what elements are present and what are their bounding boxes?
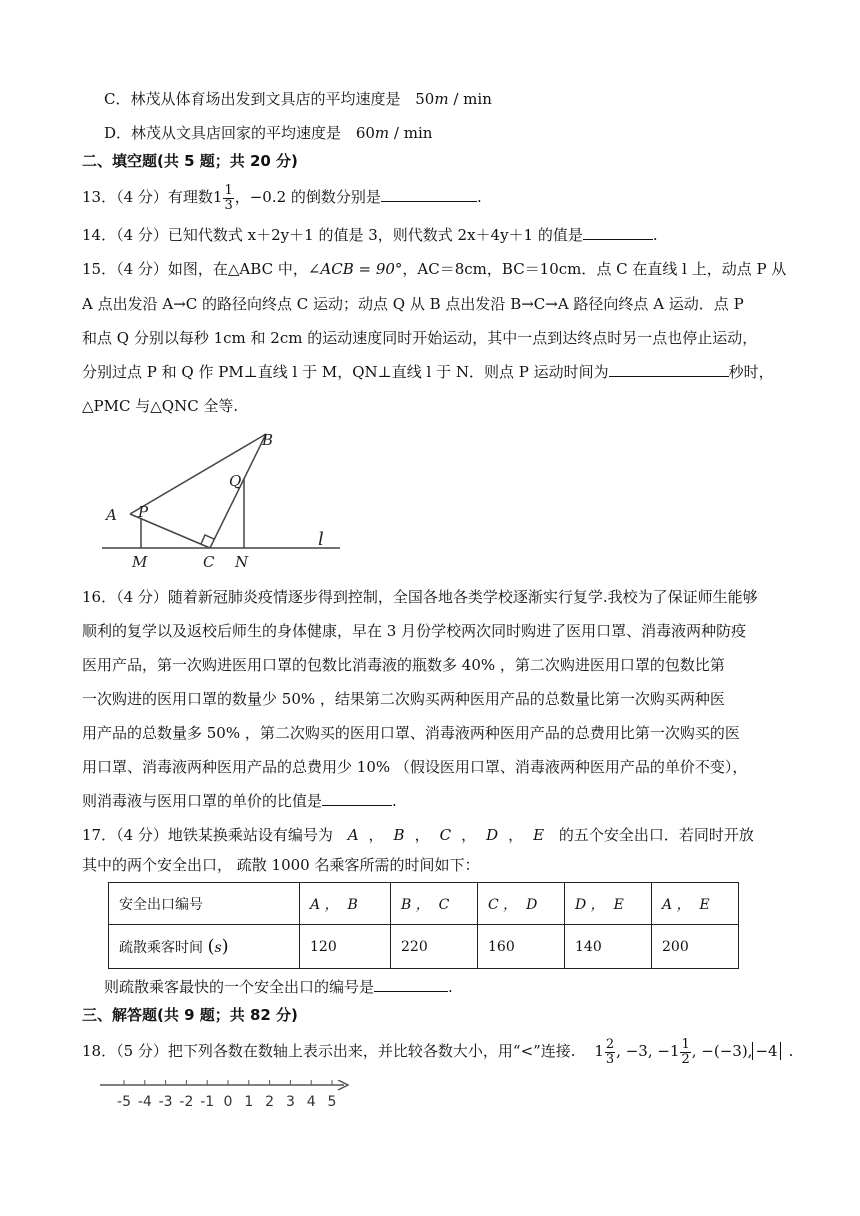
q16-end: . xyxy=(392,792,397,810)
label-m: M xyxy=(132,553,148,570)
table-pair-2: B ， C xyxy=(391,883,478,925)
q16-line-7-text: 则消毒液与医用口罩的单价的比值是 xyxy=(82,792,323,810)
option-d-unit: m xyxy=(374,124,390,142)
q15-answer-blank[interactable] xyxy=(609,362,729,377)
table-pair-5: A ， E xyxy=(652,883,739,925)
q16-line-7 xyxy=(82,790,397,812)
q16-line-6: 用口罩、消毒液两种医用产品的总费用少 10% （假设医用口罩、消毒液两种医用产品的单价不变）， xyxy=(82,758,748,776)
q17-exit-b: B xyxy=(393,826,405,844)
q18-c-fraction: $\frac{1}{2}$ xyxy=(681,1036,690,1067)
table-pair-3: C ， D xyxy=(478,883,565,925)
label-c: C xyxy=(203,553,215,570)
q16-line-2: 顺利的复学以及返校后师生的身体健康，早在 3 月份学校两次同时购进了医用口罩、消毒液两种防疫 xyxy=(82,622,747,640)
q18-abs-value: −4 xyxy=(752,1042,780,1060)
option-c-value: 50 xyxy=(415,90,435,108)
q15-line-2: A 点出发沿 A→C 的路径向终点 C 运动；动点 Q 从 B 点出发沿 B→C→A 路径向终点 A 运动．点 P xyxy=(82,295,744,313)
option-c-unit-rest: / min xyxy=(448,90,492,108)
q17-exit-c: C xyxy=(439,826,452,844)
q15-line-4 xyxy=(82,361,774,383)
q17-end: . xyxy=(448,978,453,996)
table-header-row xyxy=(109,883,739,925)
option-c-text: C．林茂从体育场出发到文具店的平均速度是 xyxy=(104,90,401,108)
q13-num: 1 xyxy=(224,182,233,198)
number-line-tick-label: -2 xyxy=(179,1094,194,1110)
q13-end: . xyxy=(476,188,482,206)
option-d xyxy=(104,122,432,144)
q16-answer-blank[interactable] xyxy=(322,791,392,806)
q13-whole: 1 xyxy=(212,188,223,206)
q15-line-5: △PMC 与△QNC 全等. xyxy=(82,397,239,415)
table-value-2: 220 xyxy=(391,925,478,969)
number-line xyxy=(98,1080,358,1114)
number-line-tick-label: 1 xyxy=(244,1094,254,1110)
evacuation-table xyxy=(108,882,739,969)
q17-after-text: 则疏散乘客最快的一个安全出口的编号是 xyxy=(104,978,375,996)
q18-text: 18．（5 分）把下列各数在数轴上表示出来，并比较各数大小，用“<”连接. xyxy=(82,1042,576,1060)
q15-line-1b: ，AC＝8cm，BC＝10cm．点 C 在直线 l 上，动点 P 从 xyxy=(402,260,787,278)
q16-line-5: 用产品的总数量多 50% ，第二次购买的医用口罩、消毒液两种医用产品的总费用比第一次购买的医 xyxy=(82,724,740,742)
table-pair-1: A ， B xyxy=(300,883,391,925)
q16-line-1: 16．（4 分）随着新冠肺炎疫情逐步得到控制，全国各地各类学校逐渐实行复学.我校为了保证师生能够 xyxy=(82,588,758,606)
q18-a-fraction: $\frac{2}{3}$ xyxy=(605,1036,615,1067)
q15-line-3: 和点 Q 分别以每秒 1cm 和 2cm 的运动速度同时开始运动，其中一点到达终点时另一点也停止运动， xyxy=(82,329,758,347)
section-3-title: 三、解答题(共 9 题；共 82 分) xyxy=(82,1006,298,1024)
q17-line-1b: 的五个安全出口．若同时开放 xyxy=(558,826,754,844)
section-2-title: 二、填空题(共 5 题；共 20 分) xyxy=(82,152,298,170)
q18-b: , −3, −1 xyxy=(616,1042,680,1060)
q17-after xyxy=(104,976,453,998)
option-d-text: D．林茂从文具店回家的平均速度是 xyxy=(104,124,342,142)
q17-exit-d: D xyxy=(486,826,499,844)
q18-a-whole: 1 xyxy=(594,1042,604,1060)
q16-line-3: 医用产品，第一次购进医用口罩的包数比消毒液的瓶数多 40% ，第二次购进医用口罩的包数比第 xyxy=(82,656,725,674)
q17-exit-e: E xyxy=(533,826,545,844)
table-pair-4: D ， E xyxy=(565,883,652,925)
q13-den: 3 xyxy=(224,197,233,213)
q16-line-4: 一次购进的医用口罩的数量少 50% ，结果第二次购买两种医用产品的总数量比第一次购买两种医 xyxy=(82,690,725,708)
option-d-value: 60 xyxy=(355,124,375,142)
triangle-figure xyxy=(96,428,356,570)
option-c xyxy=(104,88,492,110)
question-14 xyxy=(82,224,658,246)
q13-mid: ，−0.2 的倒数分别是 xyxy=(234,188,381,206)
q17-line-1a: 17．（4 分）地铁某换乘站设有编号为 xyxy=(82,826,333,844)
option-d-unit-rest: / min xyxy=(389,124,433,142)
q18-d: , −(−3), xyxy=(691,1042,753,1060)
q14-answer-blank[interactable] xyxy=(583,225,653,240)
number-line-tick-label: 0 xyxy=(223,1094,233,1110)
q17-line-2: 其中的两个安全出口， 疏散 1000 名乘客所需的时间如下： xyxy=(82,856,480,874)
q17-line-1: 17．（4 分）地铁某换乘站设有编号为 A ， B ， C ， D ， E 的五个安全出口．若同时开放 xyxy=(82,826,754,844)
number-line-tick-label: 5 xyxy=(327,1094,337,1110)
question-18 xyxy=(82,1036,793,1067)
number-line-tick-label: -3 xyxy=(158,1094,173,1110)
q13-fraction xyxy=(223,184,233,213)
q17-answer-blank[interactable] xyxy=(374,977,448,992)
question-13 xyxy=(82,182,482,213)
label-q: Q xyxy=(229,472,242,490)
label-a: A xyxy=(106,506,117,524)
q18-end: . xyxy=(788,1042,794,1060)
q13-prefix: 13．（4 分）有理数 xyxy=(82,188,213,206)
table-time-row xyxy=(109,925,739,969)
q17-exit-a: A xyxy=(347,826,359,844)
q15-line-1a: 15．（4 分）如图，在△ABC 中， xyxy=(82,260,308,278)
q15-line-4a: 分别过点 P 和 Q 作 PM⊥直线 l 于 M，QN⊥直线 l 于 N．则点 P 运动时间为 xyxy=(82,363,609,381)
table-time-label: 疏散乘客时间 (s) xyxy=(109,925,300,969)
table-value-1: 120 xyxy=(300,925,391,969)
q14-end: . xyxy=(652,226,658,244)
q13-answer-blank[interactable] xyxy=(381,187,477,202)
table-value-5: 200 xyxy=(652,925,739,969)
q14-text: 14．（4 分）已知代数式 x＋2y＋1 的值是 3，则代数式 2x＋4y＋1 的值是 xyxy=(82,226,583,244)
number-line-tick-label: -4 xyxy=(137,1094,152,1110)
table-value-3: 160 xyxy=(478,925,565,969)
q15-line-4b: 秒时， xyxy=(728,363,774,381)
option-c-unit: m xyxy=(434,90,449,108)
q15-angle: ∠ACB = 90° xyxy=(307,260,403,278)
number-line-tick-label: 2 xyxy=(265,1094,275,1110)
label-p: P xyxy=(138,503,149,521)
label-l: l xyxy=(318,529,324,550)
table-value-4: 140 xyxy=(565,925,652,969)
q15-line-1 xyxy=(82,258,786,280)
number-line-tick-label: 3 xyxy=(285,1094,295,1110)
number-line-tick-label: -5 xyxy=(117,1094,131,1110)
number-line-tick-label: 4 xyxy=(306,1094,316,1110)
table-header-label: 安全出口编号 xyxy=(109,883,300,925)
number-line-tick-label: -1 xyxy=(200,1094,215,1110)
label-b: B xyxy=(262,431,274,449)
label-n: N xyxy=(235,553,249,570)
